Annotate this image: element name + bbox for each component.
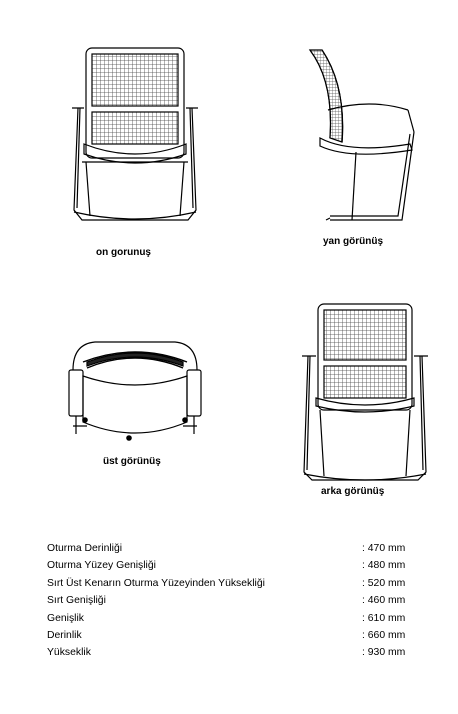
back-view	[290, 298, 440, 488]
chair-back-view-icon	[290, 298, 440, 488]
spec-value: : 520 mm	[362, 577, 406, 589]
spec-label: Sırt Üst Kenarın Oturma Yüzeyinden Yüksekliği	[47, 577, 265, 589]
spec-row	[47, 610, 417, 627]
spec-row	[47, 557, 417, 574]
spec-value: : 660 mm	[362, 629, 406, 641]
chair-side-view-icon	[290, 42, 440, 232]
spec-label: Oturma Yüzey Genişliği	[47, 560, 156, 572]
back-view-caption: arka görünüş	[321, 486, 385, 497]
spec-label: Sırt Genişliği	[47, 595, 106, 607]
top-view-caption: üst görünüş	[103, 456, 161, 467]
spec-row	[47, 592, 417, 609]
front-view	[60, 40, 210, 240]
spec-value: : 460 mm	[362, 595, 406, 607]
spec-label: Genişlik	[47, 612, 84, 624]
spec-label: Oturma Derinliği	[47, 543, 123, 554]
top-view	[65, 334, 205, 454]
spec-row	[47, 575, 417, 592]
spec-row	[47, 644, 417, 661]
spec-value: : 480 mm	[362, 560, 406, 572]
chair-top-view-icon	[65, 334, 205, 454]
spec-value: : 470 mm	[362, 543, 406, 554]
side-view-caption: yan görünüş	[323, 236, 384, 247]
specs-table	[47, 540, 417, 662]
chair-front-view-icon	[60, 40, 210, 240]
spec-row	[47, 627, 417, 644]
spec-label: Yükseklik	[47, 647, 91, 659]
spec-value: : 930 mm	[362, 647, 406, 659]
spec-row	[47, 540, 417, 557]
front-view-caption: on gorunuş	[96, 247, 151, 258]
side-view	[290, 42, 440, 232]
spec-value: : 610 mm	[362, 612, 406, 624]
spec-label: Derinlik	[47, 629, 82, 641]
